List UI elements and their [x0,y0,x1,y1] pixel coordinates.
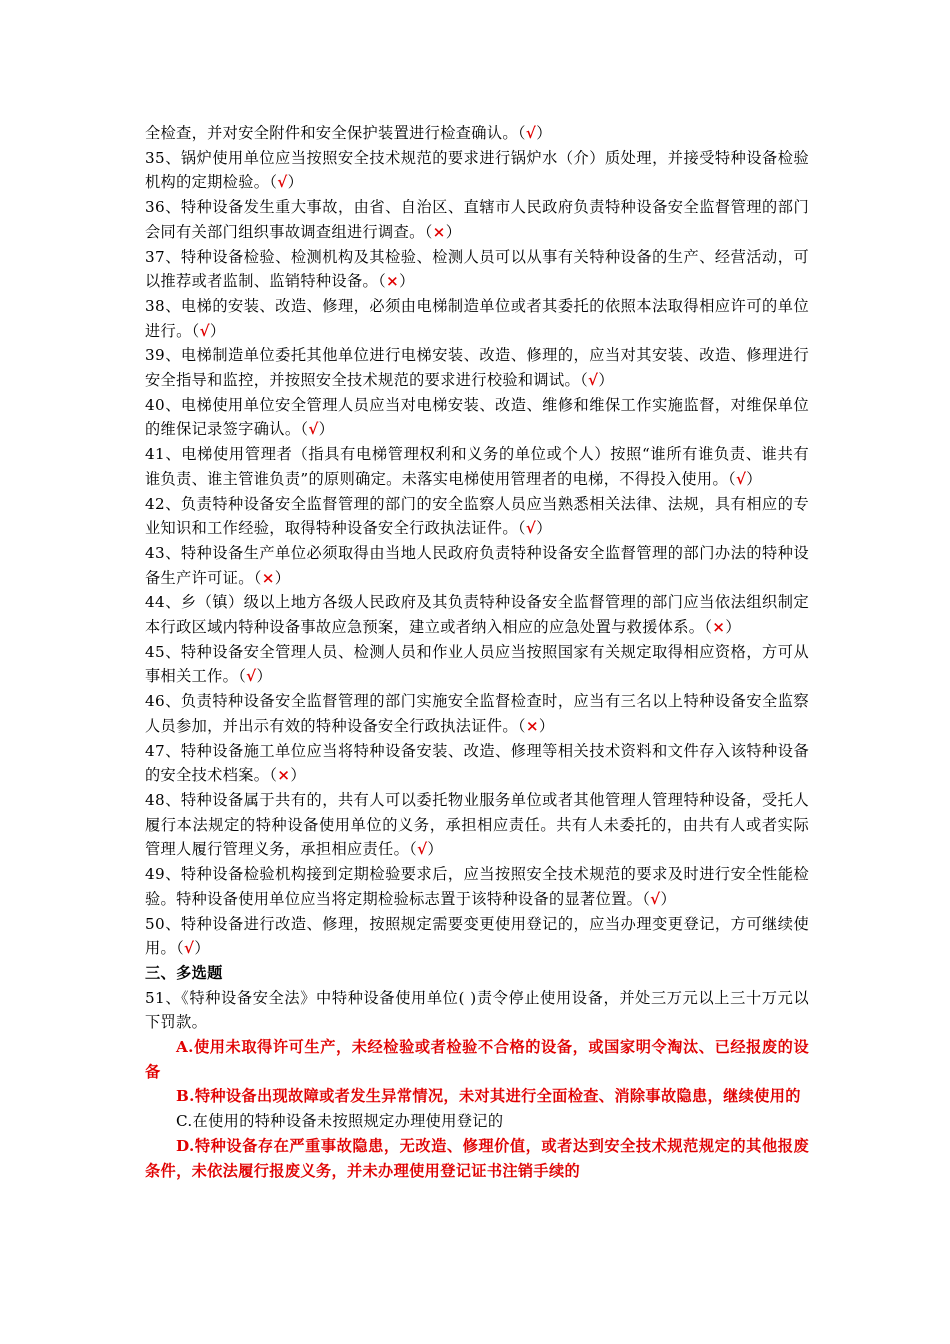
cross-mark-icon: × [261,568,275,587]
true-false-question-list [145,121,809,961]
question-text: 44、乡（镇）级以上地方各级人民政府及其负责特种设备安全监督管理的部门应当依法组织制定本行政区域内特种设备事故应急预案，建立或者纳入相应的应急处置与救援体系。（ [145,593,809,637]
question-text: 36、特种设备发生重大事故，由省、自治区、直辖市人民政府负责特种设备安全监督管理的部门会同有关部门组织事故调查组进行调查。（ [145,198,809,241]
question-text: 48、特种设备属于共有的，共有人可以委托物业服务单位或者其他管理人管理特种设备，受托人履行本法规定的特种设备使用单位的义务，承担相应责任。共有人未委托的，由共有人或者实际管理人履行管理义务，承担相应责任。（ [145,790,809,859]
question-item [145,689,809,738]
check-mark-icon: √ [588,371,599,390]
question-51: 51、《特种设备安全法》中特种设备使用单位( )责令停止使用设备，并处三万元以上三十万元以下罚款。 [145,988,809,1032]
question-text: 46、负责特种设备安全监督管理的部门实施安全监督检查时，应当有三名以上特种设备安全监察人员参加，并出示有效的特种设备安全行政执法证件。（ [145,692,809,735]
closing-paren: ） [598,371,614,390]
cross-mark-icon: × [432,222,446,241]
question-item [145,195,809,244]
cross-mark-icon: × [277,766,291,785]
question-text: 43、特种设备生产单位必须取得由当地人民政府负责特种设备安全监督管理的部门办法的特种设备生产许可证。（ [145,543,809,587]
question-item [145,442,809,491]
option-d: D.特种设备存在严重事故隐患，无改造、修理价值，或者达到安全技术规范规定的其他报废条件，未依法履行报废义务，并未办理使用登记证书注销手续的 [145,1136,809,1180]
closing-paren: ） [318,420,335,439]
question-text: 45、特种设备安全管理人员、检测人员和作业人员应当按照国家有关规定取得相应资格，方可从事相关工作。（ [145,642,809,686]
check-mark-icon: √ [417,840,428,859]
question-item [145,393,809,442]
check-mark-icon: √ [650,889,661,908]
question-text: 全检查，并对安全附件和安全保护装置进行检查确认。（ [145,124,526,142]
question-text: 39、电梯制造单位委托其他单位进行电梯安装、改造、修理的，应当对其安装、改造、修理进行安全指导和监控，并按照安全技术规范的要求进行校验和调试。（ [145,346,809,390]
closing-paren: ） [746,469,762,488]
question-item [145,640,809,689]
check-mark-icon: √ [199,321,210,340]
closing-paren: ） [399,272,415,291]
question-text: 50、特种设备进行改造、修理，按照规定需要变更使用登记的，应当办理变更登记，方可继续使用。（ [145,914,809,958]
question-text: 41、电梯使用管理者（指具有电梯管理权利和义务的单位或个人）按照“谁所有谁负责、谁共有谁负责、谁主管谁负责”的原则确定。未落实电梯使用管理者的电梯，不得投入使用。（ [145,445,809,488]
cross-mark-icon: × [525,716,539,735]
question-item [145,862,809,911]
check-mark-icon: √ [525,124,537,142]
option-b: B.特种设备出现故障或者发生异常情况，未对其进行全面检查、消除事故隐患，继续使用的 [176,1087,801,1106]
check-mark-icon: √ [735,469,747,488]
question-item [145,541,809,590]
question-item [145,146,809,195]
question-item [145,343,809,392]
closing-paren: ） [427,840,443,859]
question-51-options [145,1035,809,1183]
closing-paren: ） [287,173,304,192]
question-item [145,590,809,639]
closing-paren: ） [538,716,555,735]
question-item [145,739,809,788]
question-text: 37、特种设备检验、检测机构及其检验、检测人员可以从事有关特种设备的生产、经营活动，可以推荐或者监制、监销特种设备。（ [145,247,809,291]
closing-paren: ） [256,667,273,686]
closing-paren: ） [660,889,677,908]
question-item [145,294,809,343]
question-item [145,245,809,294]
closing-paren: ） [445,222,462,241]
question-item [145,492,809,541]
section-title: 三、多选题 [145,963,223,982]
check-mark-icon: √ [308,420,319,439]
closing-paren: ） [194,939,210,958]
closing-paren: ） [536,124,552,142]
question-text: 47、特种设备施工单位应当将特种设备安装、改造、修理等相关技术资料和文件存入该特种设备的安全技术档案。（ [145,741,809,785]
closing-paren: ） [290,766,306,785]
question-item [145,788,809,862]
option-a: A.使用未取得许可生产，未经检验或者检验不合格的设备，或国家明令淘汰、已经报废的设备 [145,1038,809,1081]
question-text: 38、电梯的安装、改造、修理，必须由电梯制造单位或者其委托的依照本法取得相应许可的单位进行。（ [145,296,809,340]
closing-paren: ） [536,519,552,538]
check-mark-icon: √ [246,667,257,686]
closing-paren: ） [209,321,226,340]
cross-mark-icon: × [712,618,726,637]
closing-paren: ） [274,568,291,587]
document-body [145,121,809,1183]
cross-mark-icon: × [386,272,400,291]
question-text: 49、特种设备检验机构接到定期检验要求后，应当按照安全技术规范的要求及时进行安全性能检验。特种设备使用单位应当将定期检验标志置于该特种设备的显著位置。（ [145,865,809,908]
question-item [145,912,809,961]
check-mark-icon: √ [184,939,195,958]
question-text: 40、电梯使用单位安全管理人员应当对电梯安装、改造、维修和维保工作实施监督，对维保单位的维保记录签字确认。（ [145,395,809,439]
option-c: C.在使用的特种设备未按照规定办理使用登记的 [176,1112,504,1131]
question-item [145,121,809,146]
check-mark-icon: √ [525,519,537,538]
question-text: 35、锅炉使用单位应当按照安全技术规范的要求进行锅炉水（介）质处理，并接受特种设备检验机构的定期检验。（ [145,148,809,192]
check-mark-icon: √ [277,173,288,192]
closing-paren: ） [725,618,741,637]
question-text: 42、负责特种设备安全监督管理的部门的安全监察人员应当熟悉相关法律、法规，具有相应的专业知识和工作经验，取得特种设备安全行政执法证件。（ [145,494,809,538]
